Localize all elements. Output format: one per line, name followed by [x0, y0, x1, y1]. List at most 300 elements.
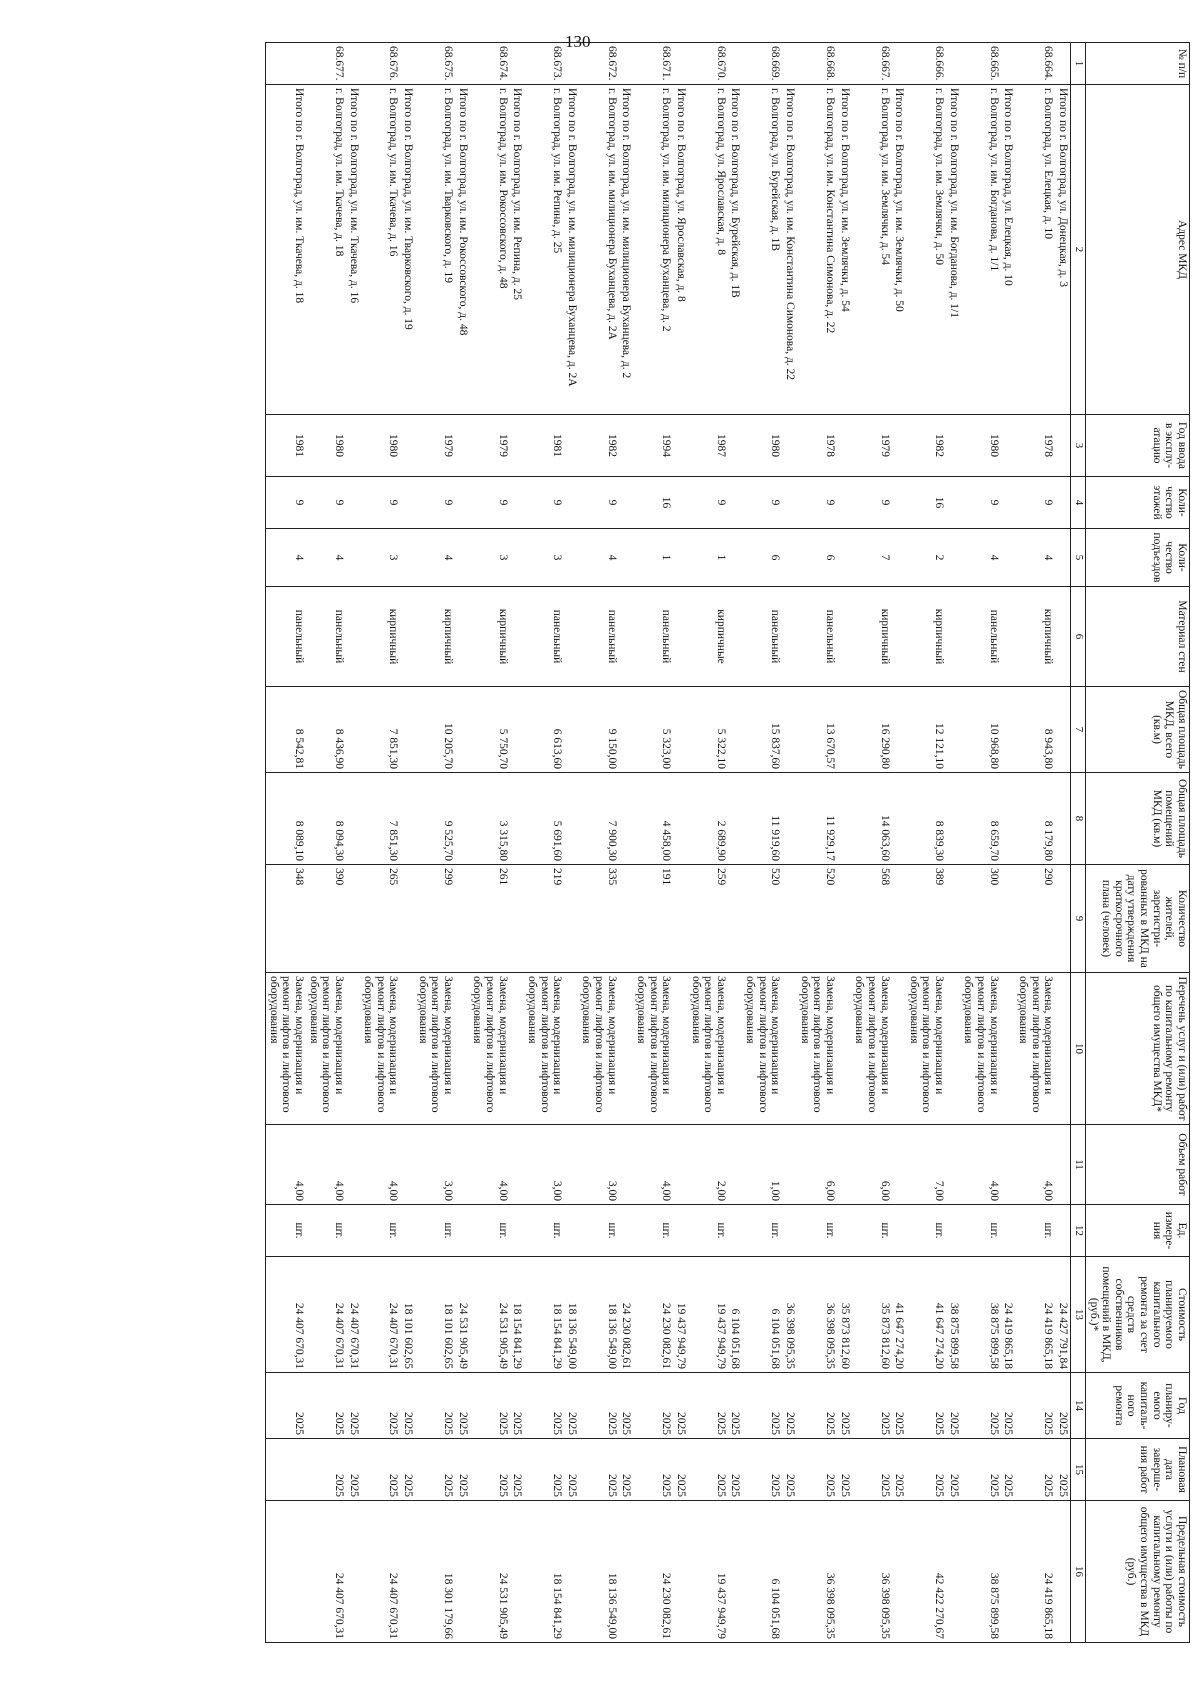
cell-end-date: 2025	[633, 1439, 673, 1501]
cell-year: 1980	[361, 415, 401, 477]
subtotal-cost: 18 154 841,29	[511, 1302, 524, 1369]
cell-plan-year: 2025	[266, 1373, 306, 1439]
cell-area: 5 323,00	[633, 687, 673, 773]
subtotal-year: 2025	[674, 1412, 687, 1435]
cell-volume: 4,00	[361, 1125, 401, 1205]
cell-num: 68.675.	[415, 43, 455, 85]
table-cell	[946, 1125, 961, 1205]
table-cell	[455, 687, 470, 773]
table-cell	[946, 85, 961, 415]
subtotal-date: 2025	[1056, 1474, 1069, 1497]
table-cell	[455, 529, 470, 587]
subtotal-label: Итого по г. Волгоград, ул. Ярославская, д. 8	[674, 88, 687, 302]
subtotal-year: 2025	[893, 1412, 906, 1435]
cell-unit: шт.	[743, 1205, 783, 1257]
table-cell	[346, 773, 361, 865]
table-cell	[946, 529, 961, 587]
cell-plan-year: 2025	[852, 1373, 892, 1439]
table-cell	[946, 1501, 961, 1643]
cell-volume: 6,00	[852, 1125, 892, 1205]
cell-works: Замена, модернизация и ремонт лифтов и лифтового оборудования	[524, 973, 564, 1125]
subtotal-row	[455, 43, 470, 1643]
table-cell	[619, 415, 634, 477]
cell-year: 1978	[797, 415, 837, 477]
cell-area: 5 322,10	[688, 687, 728, 773]
cell-works: Замена, модернизация и ремонт лифтов и лифтового оборудования	[266, 973, 306, 1125]
table-cell	[728, 773, 743, 865]
cell-address: г. Волгоград, ул. им. Ткачева, д. 16	[361, 85, 401, 415]
subtotal-date: 2025	[402, 1474, 415, 1497]
table-cell	[946, 1439, 961, 1501]
subtotal-cost: 18 136 549,00	[565, 1302, 578, 1369]
subtotal-date: 2025	[511, 1474, 524, 1497]
table-cell	[1001, 43, 1016, 85]
cell-cost: 18 136 549,00	[579, 1257, 619, 1373]
table-cell	[510, 973, 525, 1125]
cell-cost: 41 647 274,20	[906, 1257, 946, 1373]
table-cell	[728, 973, 743, 1125]
cell-entrances: 4	[961, 529, 1001, 587]
table-cell	[1001, 973, 1016, 1125]
subtotal-date: 2025	[729, 1474, 742, 1497]
table-cell	[455, 1205, 470, 1257]
cell-residents: 335	[579, 865, 619, 973]
table-cell	[346, 865, 361, 973]
table-row	[906, 43, 946, 1643]
cell-area-premises: 8 089,10	[266, 773, 306, 865]
cell-end-date: 2025	[852, 1439, 892, 1501]
table-cell	[782, 85, 797, 415]
cell-volume: 3,00	[415, 1125, 455, 1205]
cell-end-date	[266, 1439, 306, 1501]
cell-residents: 300	[961, 865, 1001, 973]
table-cell	[673, 43, 688, 85]
col-num: 15	[1070, 1439, 1085, 1501]
subtotal-row	[728, 43, 743, 1643]
table-cell	[564, 1257, 579, 1373]
cell-unit: шт.	[579, 1205, 619, 1257]
cell-address: г. Волгоград, ул. им. Землячки, д. 50	[906, 85, 946, 415]
table-cell	[455, 477, 470, 529]
table-row	[361, 43, 401, 1643]
header-volume: Объем работ	[1085, 1125, 1189, 1205]
subtotal-label: Итого по г. Волгоград, ул. им. Тварковского, д. 19	[402, 88, 415, 330]
cell-end-date: 2025	[524, 1439, 564, 1501]
table-row	[633, 43, 673, 1643]
table-cell	[455, 973, 470, 1125]
table-cell	[510, 477, 525, 529]
cell-num: 68.670.	[688, 43, 728, 85]
table-cell	[619, 587, 634, 687]
col-num: 11	[1070, 1125, 1085, 1205]
table-cell	[837, 773, 852, 865]
subtotal-label: Итого по г. Волгоград, ул. им. Рокоссовского, д. 48	[456, 88, 469, 336]
cell-entrances: 3	[524, 529, 564, 587]
table-cell	[564, 529, 579, 587]
table-cell	[946, 587, 961, 687]
subtotal-date: 2025	[838, 1474, 851, 1497]
table-cell	[1001, 1501, 1016, 1643]
cell-address: г. Волгоград, ул. им. Рокоссовского, д. 48	[470, 85, 510, 415]
table-cell	[510, 415, 525, 477]
cell-year: 1981	[524, 415, 564, 477]
table-cell	[1055, 687, 1070, 773]
cell-floors: 16	[633, 477, 673, 529]
table-cell	[837, 1125, 852, 1205]
cell-unit: шт.	[524, 1205, 564, 1257]
cell-volume: 4,00	[1015, 1125, 1055, 1205]
cell-cost: 24 531 905,49	[470, 1257, 510, 1373]
cell-plan-year: 2025	[743, 1373, 783, 1439]
table-cell	[1001, 85, 1016, 415]
table-cell	[455, 773, 470, 865]
page-number: 130	[565, 32, 591, 51]
col-num: 16	[1070, 1501, 1085, 1643]
capital-repair-table	[265, 42, 1190, 1643]
table-cell	[1055, 865, 1070, 973]
cell-area-premises: 2 689,90	[688, 773, 728, 865]
cell-floors: 9	[415, 477, 455, 529]
table-cell	[1055, 1257, 1070, 1373]
cell-num: 68.676.	[361, 43, 401, 85]
table-cell	[946, 773, 961, 865]
subtotal-label: Итого по г. Волгоград, ул. им. Константина Симонова, д. 22	[784, 88, 797, 381]
table-cell	[510, 85, 525, 415]
table-cell	[946, 1373, 961, 1439]
cell-limit: 18 136 549,00	[579, 1501, 619, 1643]
col-num: 14	[1070, 1373, 1085, 1439]
table-cell	[892, 687, 907, 773]
cell-volume: 3,00	[579, 1125, 619, 1205]
cell-floors: 9	[579, 477, 619, 529]
table-cell	[673, 687, 688, 773]
table-row	[524, 43, 564, 1643]
cell-year: 1978	[1015, 415, 1055, 477]
table-cell	[1001, 587, 1016, 687]
table-cell	[782, 773, 797, 865]
cell-end-date: 2025	[579, 1439, 619, 1501]
table-cell	[946, 865, 961, 973]
cell-residents: 265	[361, 865, 401, 973]
cell-area: 7 851,30	[361, 687, 401, 773]
cell-unit: шт.	[633, 1205, 673, 1257]
table-cell	[837, 587, 852, 687]
cell-residents: 299	[415, 865, 455, 973]
cell-address: г. Волгоград, ул. им. милиционера Буханцева, д. 2А	[579, 85, 619, 415]
table-cell	[564, 1501, 579, 1643]
table-cell	[510, 1501, 525, 1643]
cell-num: 68.673.	[524, 43, 564, 85]
table-cell	[1001, 1439, 1016, 1501]
cell-unit: шт.	[961, 1205, 1001, 1257]
cell-volume: 2,00	[688, 1125, 728, 1205]
cell-address: г. Волгоград, ул. Ярославская, д. 8	[688, 85, 728, 415]
subtotal-year: 2025	[784, 1412, 797, 1435]
subtotal-cost: 36 398 095,35	[784, 1302, 797, 1369]
table-cell	[1001, 865, 1016, 973]
cell-cost: 24 407 670,31	[361, 1257, 401, 1373]
subtotal-label: Итого по г. Волгоград, ул. им. Ткачева, д. 16	[347, 88, 360, 304]
table-cell	[510, 865, 525, 973]
table-cell	[728, 1257, 743, 1373]
subtotal-date: 2025	[1002, 1474, 1015, 1497]
cell-floors: 16	[906, 477, 946, 529]
cell-limit: 24 419 865,18	[1015, 1501, 1055, 1643]
cell-floors: 9	[852, 477, 892, 529]
table-cell	[673, 773, 688, 865]
cell-limit: 24 407 670,31	[306, 1501, 346, 1643]
table-cell	[1055, 85, 1070, 415]
cell-cost: 18 101 602,65	[415, 1257, 455, 1373]
cell-num: 68.668.	[797, 43, 837, 85]
cell-wall: кирпичный	[361, 587, 401, 687]
cell-area-premises: 8 094,30	[306, 773, 346, 865]
cell-year: 1979	[852, 415, 892, 477]
cell-limit: 36 398 095,35	[852, 1501, 892, 1643]
cell-cost: 18 154 841,29	[524, 1257, 564, 1373]
cell-entrances: 1	[633, 529, 673, 587]
table-cell	[619, 973, 634, 1125]
subtotal-date: 2025	[347, 1474, 360, 1497]
cell-works: Замена, модернизация и ремонт лифтов и лифтового оборудования	[415, 973, 455, 1125]
cell-floors: 9	[797, 477, 837, 529]
table-cell	[510, 529, 525, 587]
table-cell	[564, 687, 579, 773]
table-cell	[400, 43, 415, 85]
cell-cost: 38 875 899,58	[961, 1257, 1001, 1373]
table-cell	[564, 773, 579, 865]
subtotal-row	[1001, 43, 1016, 1643]
table-cell	[673, 477, 688, 529]
cell-works: Замена, модернизация и ремонт лифтов и лифтового оборудования	[361, 973, 401, 1125]
subtotal-date: 2025	[784, 1474, 797, 1497]
cell-year: 1979	[415, 415, 455, 477]
col-num: 3	[1070, 415, 1085, 477]
header-end-date: Плановая дата заверше-ния работ	[1085, 1439, 1189, 1501]
cell-area: 10 968,80	[961, 687, 1001, 773]
cell-floors: 9	[743, 477, 783, 529]
cell-area: 8 542,81	[266, 687, 306, 773]
subtotal-cost: 41 647 274,20	[893, 1302, 906, 1369]
table-cell	[1001, 687, 1016, 773]
cell-wall: панельный	[797, 587, 837, 687]
cell-volume: 4,00	[266, 1125, 306, 1205]
table-cell	[728, 1501, 743, 1643]
cell-end-date: 2025	[470, 1439, 510, 1501]
table-cell	[728, 43, 743, 85]
cell-works: Замена, модернизация и ремонт лифтов и лифтового оборудования	[743, 973, 783, 1125]
cell-entrances: 6	[743, 529, 783, 587]
cell-plan-year: 2025	[524, 1373, 564, 1439]
table-cell	[673, 1501, 688, 1643]
table-cell	[946, 477, 961, 529]
subtotal-cost: 38 875 899,58	[947, 1302, 960, 1369]
cell-wall: панельный	[579, 587, 619, 687]
table-cell	[728, 477, 743, 529]
table-cell	[510, 1125, 525, 1205]
cell-address: г. Волгоград, ул. им. Землячки, д. 54	[852, 85, 892, 415]
table-cell	[782, 865, 797, 973]
table-cell	[782, 973, 797, 1125]
cell-residents: 390	[306, 865, 346, 973]
table-cell	[1055, 773, 1070, 865]
cell-residents: 389	[906, 865, 946, 973]
cell-cost: 19 437 949,79	[688, 1257, 728, 1373]
cell-limit: 36 398 095,35	[797, 1501, 837, 1643]
cell-cost: 24 407 670,31	[266, 1257, 306, 1373]
table-row	[579, 43, 619, 1643]
subtotal-cost: 24 419 865,18	[1002, 1302, 1015, 1369]
cell-year: 1982	[579, 415, 619, 477]
table-cell	[400, 1205, 415, 1257]
table-cell	[946, 415, 961, 477]
cell-plan-year: 2025	[361, 1373, 401, 1439]
table-cell	[455, 1439, 470, 1501]
col-num: 4	[1070, 477, 1085, 529]
subtotal-year: 2025	[402, 1412, 415, 1435]
table-cell	[837, 1205, 852, 1257]
table-cell	[400, 1501, 415, 1643]
col-num: 12	[1070, 1205, 1085, 1257]
cell-limit: 24 531 905,49	[470, 1501, 510, 1643]
col-num: 10	[1070, 973, 1085, 1125]
cell-num: 68.669.	[743, 43, 783, 85]
cell-unit: шт.	[688, 1205, 728, 1257]
cell-entrances: 3	[470, 529, 510, 587]
cell-wall: кирпичный	[470, 587, 510, 687]
cell-year: 1979	[470, 415, 510, 477]
subtotal-cost: 18 101 602,65	[402, 1302, 415, 1369]
cell-residents: 520	[797, 865, 837, 973]
table-cell	[728, 415, 743, 477]
table-cell	[673, 587, 688, 687]
table-cell	[455, 85, 470, 415]
cell-wall: панельный	[633, 587, 673, 687]
table-cell	[837, 43, 852, 85]
table-cell	[346, 529, 361, 587]
table-row	[688, 43, 728, 1643]
cell-unit: шт.	[415, 1205, 455, 1257]
table-cell	[1055, 973, 1070, 1125]
subtotal-row	[1055, 43, 1070, 1643]
subtotal-label: Итого по г. Волгоград, ул. им. милиционера Буханцева, д. 2	[620, 88, 633, 379]
cell-area-premises: 9 525,70	[415, 773, 455, 865]
table-cell	[837, 529, 852, 587]
subtotal-row	[892, 43, 907, 1643]
cell-volume: 1,00	[743, 1125, 783, 1205]
table-cell	[346, 1501, 361, 1643]
subtotal-year: 2025	[838, 1412, 851, 1435]
table-cell	[946, 1205, 961, 1257]
table-cell	[728, 1205, 743, 1257]
cell-works: Замена, модернизация и ремонт лифтов и лифтового оборудования	[906, 973, 946, 1125]
cell-wall: кирпичный	[906, 587, 946, 687]
table-cell	[346, 1439, 361, 1501]
table-cell	[510, 773, 525, 865]
cell-wall: панельный	[306, 587, 346, 687]
cell-year: 1980	[306, 415, 346, 477]
table-cell	[837, 477, 852, 529]
cell-area: 8 943,80	[1015, 687, 1055, 773]
table-cell	[1055, 1205, 1070, 1257]
table-cell	[892, 43, 907, 85]
cell-num: 68.667.	[852, 43, 892, 85]
header-address: Адрес МКД	[1085, 85, 1189, 415]
cell-floors: 9	[361, 477, 401, 529]
table-cell	[946, 1257, 961, 1373]
cell-end-date: 2025	[906, 1439, 946, 1501]
table-row	[852, 43, 892, 1643]
table-row	[470, 43, 510, 1643]
cell-works: Замена, модернизация и ремонт лифтов и лифтового оборудования	[852, 973, 892, 1125]
cell-residents: 259	[688, 865, 728, 973]
table-cell	[837, 687, 852, 773]
table-cell	[400, 687, 415, 773]
cell-works: Замена, модернизация и ремонт лифтов и лифтового оборудования	[579, 973, 619, 1125]
cell-unit: шт.	[361, 1205, 401, 1257]
table-cell	[892, 1125, 907, 1205]
table-cell	[673, 865, 688, 973]
table-cell	[1055, 415, 1070, 477]
cell-address: г. Волгоград, ул. им. милиционера Буханцева, д. 2	[633, 85, 673, 415]
col-num: 7	[1070, 687, 1085, 773]
cell-area-premises: 8 839,30	[906, 773, 946, 865]
cell-cost: 24 419 865,18	[1015, 1257, 1055, 1373]
table-cell	[728, 865, 743, 973]
cell-area-premises: 7 851,30	[361, 773, 401, 865]
cell-end-date: 2025	[415, 1439, 455, 1501]
table-cell	[837, 1257, 852, 1373]
cell-area-premises: 8 659,70	[961, 773, 1001, 865]
subtotal-year: 2025	[729, 1412, 742, 1435]
col-num: 1	[1070, 43, 1085, 85]
table-cell	[673, 529, 688, 587]
table-cell	[400, 477, 415, 529]
cell-wall: панельный	[524, 587, 564, 687]
cell-end-date: 2025	[688, 1439, 728, 1501]
table-cell	[782, 1501, 797, 1643]
table-cell	[1001, 1257, 1016, 1373]
final-total-row	[266, 43, 306, 1643]
cell-limit: 18 154 841,29	[524, 1501, 564, 1643]
cell-num: 68.666.	[906, 43, 946, 85]
table-cell	[400, 865, 415, 973]
cell-works: Замена, модернизация и ремонт лифтов и лифтового оборудования	[470, 973, 510, 1125]
table-cell	[510, 687, 525, 773]
subtotal-row	[564, 43, 579, 1643]
cell-entrances: 1	[688, 529, 728, 587]
subtotal-label: Итого по г. Волгоград, ул. Донецкая, д. 3	[1056, 88, 1069, 287]
cell-area: 13 670,57	[797, 687, 837, 773]
cell-end-date: 2025	[797, 1439, 837, 1501]
cell-works: Замена, модернизация и ремонт лифтов и лифтового оборудования	[306, 973, 346, 1125]
table-row	[1015, 43, 1055, 1643]
cell-volume: 4,00	[470, 1125, 510, 1205]
cell-floors: 9	[961, 477, 1001, 529]
table-cell	[837, 865, 852, 973]
cell-volume: 4,00	[633, 1125, 673, 1205]
table-cell	[837, 415, 852, 477]
cell-floors: 9	[524, 477, 564, 529]
subtotal-cost: 24 407 670,31	[347, 1302, 360, 1369]
table-cell	[564, 43, 579, 85]
subtotal-date: 2025	[674, 1474, 687, 1497]
table-cell	[1055, 1501, 1070, 1643]
cell-entrances: 4	[306, 529, 346, 587]
table-cell	[1001, 773, 1016, 865]
table-cell	[782, 1257, 797, 1373]
cell-unit: шт.	[266, 1205, 306, 1257]
